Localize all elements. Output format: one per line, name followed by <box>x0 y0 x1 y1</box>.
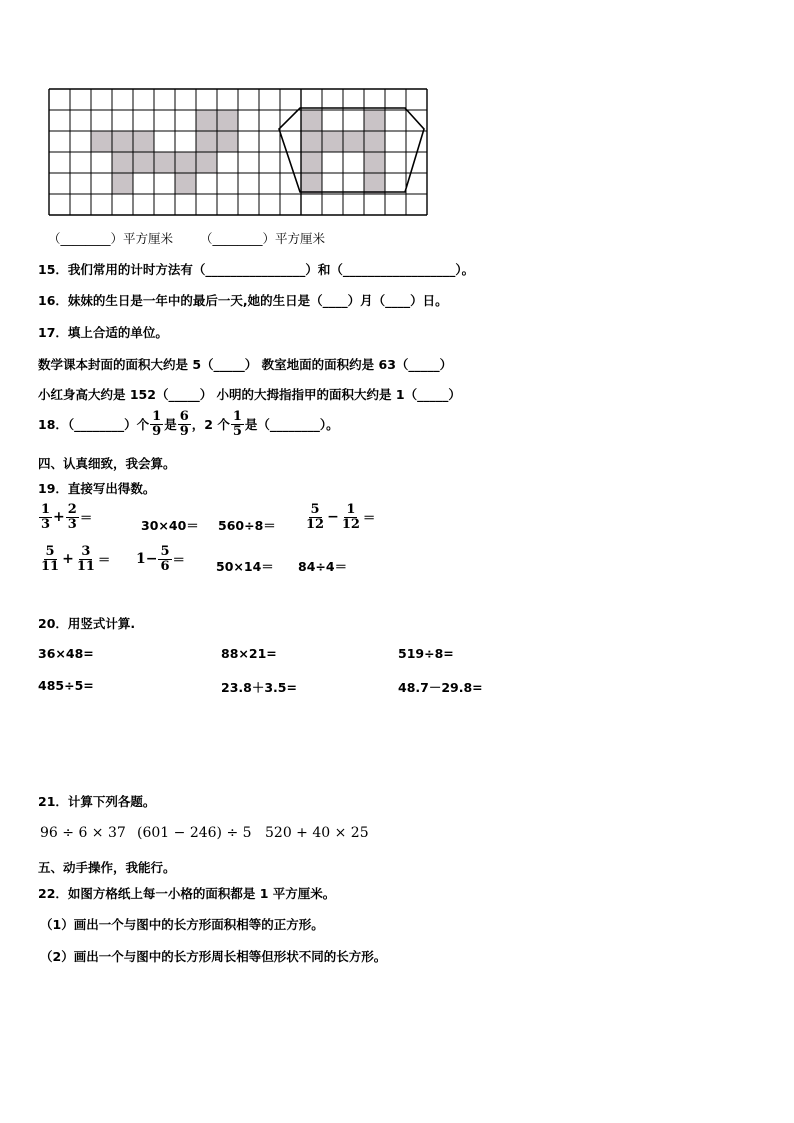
q18-suffix: 是（________）。 <box>244 417 339 433</box>
frac <box>75 545 97 573</box>
frac-num: 5 <box>310 502 320 517</box>
frac-num: 2 <box>67 502 77 517</box>
q21-item-1: 96 ÷ 6 × 37 <box>40 825 126 841</box>
section-5-heading: 五、动手操作，我能行。 <box>38 860 176 875</box>
frac <box>39 503 52 531</box>
frac-den: 12 <box>306 516 325 532</box>
frac-num: 3 <box>81 544 91 559</box>
shaded-cell <box>217 131 238 152</box>
q19-expr-7: 50×14＝ <box>216 559 274 574</box>
shaded-cell <box>343 131 364 152</box>
figure-answer-left[interactable]: （________）平方厘米 <box>48 231 174 246</box>
frac-num: 1 <box>346 502 356 517</box>
question-18 <box>38 410 339 438</box>
shaded-cell <box>175 173 196 194</box>
q21-item-2: (601 − 246) ÷ 5 <box>137 825 252 841</box>
shaded-cell <box>133 131 154 152</box>
q20-item-2: 88×21= <box>221 646 277 661</box>
q20-item-6: 48.7－29.8= <box>398 680 483 695</box>
shaded-cell <box>301 131 322 152</box>
frac <box>39 545 61 573</box>
frac-den: 6 <box>160 558 170 574</box>
q18-prefix: 18．（________）个 <box>38 417 150 433</box>
shaded-cell <box>196 152 217 173</box>
q18-mid2: ，2 个 <box>191 417 230 433</box>
q20-item-5: 23.8＋3.5= <box>221 680 297 695</box>
frac-num: 1 <box>152 409 162 424</box>
question-17-line2: 小红身高大约是 152（_____） 小明的大拇指指甲的面积大约是 1（_____） <box>38 387 461 402</box>
frac <box>158 545 171 573</box>
q20-item-3: 519÷8= <box>398 646 454 661</box>
fraction-6-9 <box>178 410 191 438</box>
q19-expr-1 <box>38 503 92 531</box>
frac-num: 6 <box>179 409 189 424</box>
shaded-cell <box>217 110 238 131</box>
shaded-cell <box>301 110 322 131</box>
frac <box>304 503 326 531</box>
fraction-1-9 <box>150 410 163 438</box>
frac-num: 5 <box>45 544 55 559</box>
question-22-title: 22．如图方格纸上每一小格的面积都是 1 平方厘米。 <box>38 886 336 901</box>
q19-expr-3: 560÷8＝ <box>218 518 276 533</box>
question-17-line1: 数学课本封面的面积大约是 5（_____） 教室地面的面积约是 63（_____） <box>38 357 453 372</box>
question-20-title: 20．用竖式计算. <box>38 616 136 631</box>
equals: ＝ <box>362 510 376 526</box>
figure-answer-right[interactable]: （________）平方厘米 <box>200 231 326 246</box>
frac-den: 3 <box>67 516 77 532</box>
shaded-cell <box>364 110 385 131</box>
frac-num: 1 <box>41 502 51 517</box>
q20-item-4: 485÷5= <box>38 678 94 693</box>
question-21-title: 21．计算下列各题。 <box>38 794 156 809</box>
shaded-cell <box>322 131 343 152</box>
frac-den: 3 <box>41 516 51 532</box>
operator: + <box>53 509 65 526</box>
shaded-cell <box>364 131 385 152</box>
shaded-cell <box>112 152 133 173</box>
q18-mid1: 是 <box>164 417 177 433</box>
operator: + <box>62 551 74 568</box>
question-19-title: 19．直接写出得数。 <box>38 481 156 496</box>
q19-expr-2: 30×40＝ <box>141 518 199 533</box>
frac-den: 9 <box>152 423 162 439</box>
question-22-part-1: （1）画出一个与图中的长方形面积相等的正方形。 <box>40 917 324 932</box>
q19-expr-4 <box>303 503 375 531</box>
frac <box>66 503 79 531</box>
frac-num: 5 <box>160 544 170 559</box>
question-22-part-2: （2）画出一个与图中的长方形周长相等但形状不同的长方形。 <box>40 949 387 964</box>
shaded-cell <box>301 173 322 194</box>
fraction-1-5 <box>231 410 244 438</box>
frac-den: 11 <box>76 558 95 574</box>
shaded-cell <box>364 152 385 173</box>
shaded-cell <box>364 173 385 194</box>
shaded-cell <box>196 110 217 131</box>
frac-den: 5 <box>232 423 242 439</box>
shaded-cell <box>133 152 154 173</box>
grid-figure <box>48 88 428 216</box>
shaded-cell <box>112 173 133 194</box>
equals: ＝ <box>97 552 111 568</box>
q19-expr-6 <box>136 545 185 573</box>
section-4-heading: 四、认真细致，我会算。 <box>38 456 176 471</box>
frac <box>340 503 362 531</box>
operator: − <box>327 509 339 526</box>
q19-expr-5 <box>38 545 110 573</box>
operand: 1− <box>136 551 158 568</box>
q19-expr-8: 84÷4＝ <box>298 559 348 574</box>
q20-item-1: 36×48= <box>38 646 94 661</box>
frac-den: 12 <box>341 516 360 532</box>
equals: ＝ <box>172 552 186 568</box>
shaded-cell <box>91 131 112 152</box>
frac-den: 9 <box>179 423 189 439</box>
shaded-cell <box>196 131 217 152</box>
equals: ＝ <box>79 510 93 526</box>
q21-item-3: 520 + 40 × 25 <box>265 825 369 841</box>
question-15: 15．我们常用的计时方法有（________________）和（__________________）。 <box>38 262 475 277</box>
frac-num: 1 <box>232 409 242 424</box>
shaded-cell <box>112 131 133 152</box>
question-16: 16．妹妹的生日是一年中的最后一天,她的生日是（____）月（____）日。 <box>38 293 448 308</box>
frac-den: 11 <box>41 558 60 574</box>
shaded-cell <box>154 152 175 173</box>
shaded-cell <box>175 152 196 173</box>
shaded-cell <box>301 152 322 173</box>
question-17-title: 17．填上合适的单位。 <box>38 325 168 340</box>
